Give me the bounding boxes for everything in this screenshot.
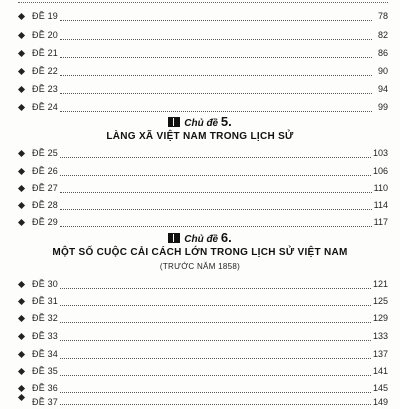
entry-page: 90 bbox=[377, 66, 388, 76]
diamond-bullet-icon bbox=[18, 350, 25, 357]
diamond-bullet-icon bbox=[18, 314, 25, 321]
dot-leader bbox=[60, 296, 371, 306]
topic-tag-label: Chủ đề bbox=[184, 234, 219, 245]
dot-leader bbox=[60, 200, 372, 210]
dot-leader bbox=[60, 349, 371, 359]
topic-6-tag bbox=[0, 230, 400, 245]
toc-entry bbox=[18, 364, 388, 378]
toc-entry bbox=[18, 181, 388, 195]
toc-entry bbox=[18, 347, 388, 361]
diamond-bullet-icon bbox=[18, 184, 25, 191]
diamond-bullet-icon bbox=[18, 12, 25, 19]
diamond-bullet-icon bbox=[18, 103, 25, 110]
toc-entry bbox=[18, 198, 388, 212]
entry-label: ĐỀ 33 bbox=[32, 331, 59, 341]
dot-leader bbox=[60, 30, 372, 40]
diamond-bullet-icon bbox=[18, 367, 25, 374]
topic-tag-label: Chủ đề bbox=[184, 118, 219, 129]
entry-page: 117 bbox=[373, 217, 388, 227]
entry-label: ĐỀ 28 bbox=[32, 200, 59, 210]
toc-entry bbox=[18, 28, 388, 42]
diamond-bullet-icon bbox=[18, 332, 25, 339]
entry-label: ĐỀ 29 bbox=[32, 217, 59, 227]
entry-label: ĐỀ 24 bbox=[32, 102, 59, 112]
dot-leader bbox=[60, 102, 372, 112]
toc-entry bbox=[18, 9, 388, 23]
dot-leader bbox=[60, 48, 372, 58]
diamond-bullet-icon bbox=[18, 384, 25, 391]
book-icon bbox=[168, 233, 180, 243]
entry-page: 121 bbox=[372, 279, 388, 289]
diamond-bullet-icon bbox=[18, 201, 25, 208]
entry-page: 114 bbox=[373, 200, 388, 210]
entry-page: 110 bbox=[373, 183, 388, 193]
entry-page: 106 bbox=[372, 166, 388, 176]
toc-entry bbox=[18, 294, 388, 308]
entry-label: ĐỀ 30 bbox=[32, 279, 59, 289]
top-divider bbox=[18, 0, 388, 3]
dot-leader bbox=[60, 383, 371, 393]
dot-leader bbox=[60, 183, 372, 193]
entry-label: ĐỀ 21 bbox=[32, 48, 59, 58]
toc-entry bbox=[18, 146, 388, 160]
entry-page: 125 bbox=[372, 296, 388, 306]
entry-page: 137 bbox=[372, 349, 388, 359]
entry-label: ĐỀ 26 bbox=[32, 166, 59, 176]
dot-leader bbox=[60, 166, 371, 176]
topic-6-subtitle: (TRƯỚC NĂM 1858) bbox=[159, 262, 241, 271]
toc-entry bbox=[18, 311, 388, 325]
entry-label: ĐỀ 37 bbox=[32, 397, 59, 407]
diamond-bullet-icon bbox=[18, 394, 25, 401]
entry-label: ĐỀ 20 bbox=[32, 30, 59, 40]
diamond-bullet-icon bbox=[18, 31, 25, 38]
book-icon bbox=[168, 117, 180, 127]
entry-label: ĐỀ 35 bbox=[32, 366, 59, 376]
entry-page: 129 bbox=[372, 313, 388, 323]
entry-label: ĐỀ 31 bbox=[32, 296, 59, 306]
entry-label: ĐỀ 36 bbox=[32, 383, 59, 393]
diamond-bullet-icon bbox=[18, 85, 25, 92]
dot-leader bbox=[60, 66, 372, 76]
toc-entry bbox=[18, 381, 388, 395]
toc-entry bbox=[18, 164, 388, 178]
dot-leader bbox=[60, 148, 371, 158]
toc-entry bbox=[18, 100, 388, 114]
entry-label: ĐỀ 27 bbox=[32, 183, 59, 193]
entry-label: ĐỀ 25 bbox=[32, 148, 59, 158]
topic-5-tag bbox=[0, 114, 400, 129]
toc-entry bbox=[18, 329, 388, 343]
entry-page: 141 bbox=[372, 366, 388, 376]
topic-6-title: MỘT SỐ CUỘC CẢI CÁCH LỚN TRONG LỊCH SỬ VIỆT NAM bbox=[52, 247, 348, 258]
dot-leader bbox=[60, 217, 372, 227]
entry-label: ĐỀ 19 bbox=[32, 11, 59, 21]
toc-entry bbox=[18, 46, 388, 60]
entry-label: ĐỀ 34 bbox=[32, 349, 59, 359]
diamond-bullet-icon bbox=[18, 297, 25, 304]
entry-label: ĐỀ 23 bbox=[32, 84, 59, 94]
dot-leader bbox=[60, 313, 371, 323]
toc-entry bbox=[18, 395, 388, 407]
entry-page: 78 bbox=[377, 11, 388, 21]
entry-page: 149 bbox=[372, 397, 388, 407]
entry-page: 86 bbox=[377, 48, 388, 58]
toc-entry bbox=[18, 277, 388, 291]
entry-page: 99 bbox=[377, 102, 388, 112]
toc-entry bbox=[18, 64, 388, 78]
toc-entry bbox=[18, 215, 388, 229]
dot-leader bbox=[60, 84, 372, 94]
diamond-bullet-icon bbox=[18, 218, 25, 225]
diamond-bullet-icon bbox=[18, 280, 25, 287]
entry-label: ĐỀ 32 bbox=[32, 313, 59, 323]
dot-leader bbox=[60, 366, 371, 376]
entry-page: 82 bbox=[377, 30, 388, 40]
entry-page: 103 bbox=[372, 148, 388, 158]
topic-number: 5. bbox=[220, 114, 232, 129]
entry-page: 94 bbox=[377, 84, 388, 94]
topic-5-title: LÀNG XÃ VIỆT NAM TRONG LỊCH SỬ bbox=[106, 131, 294, 142]
dot-leader bbox=[60, 279, 371, 289]
topic-number: 6. bbox=[220, 230, 232, 245]
diamond-bullet-icon bbox=[18, 49, 25, 56]
dot-leader bbox=[60, 395, 371, 405]
diamond-bullet-icon bbox=[18, 149, 25, 156]
dot-leader bbox=[60, 331, 371, 341]
diamond-bullet-icon bbox=[18, 167, 25, 174]
dot-leader bbox=[60, 11, 372, 21]
entry-page: 133 bbox=[372, 331, 388, 341]
entry-page: 145 bbox=[372, 383, 388, 393]
toc-entry bbox=[18, 82, 388, 96]
diamond-bullet-icon bbox=[18, 67, 25, 74]
entry-label: ĐỀ 22 bbox=[32, 66, 59, 76]
